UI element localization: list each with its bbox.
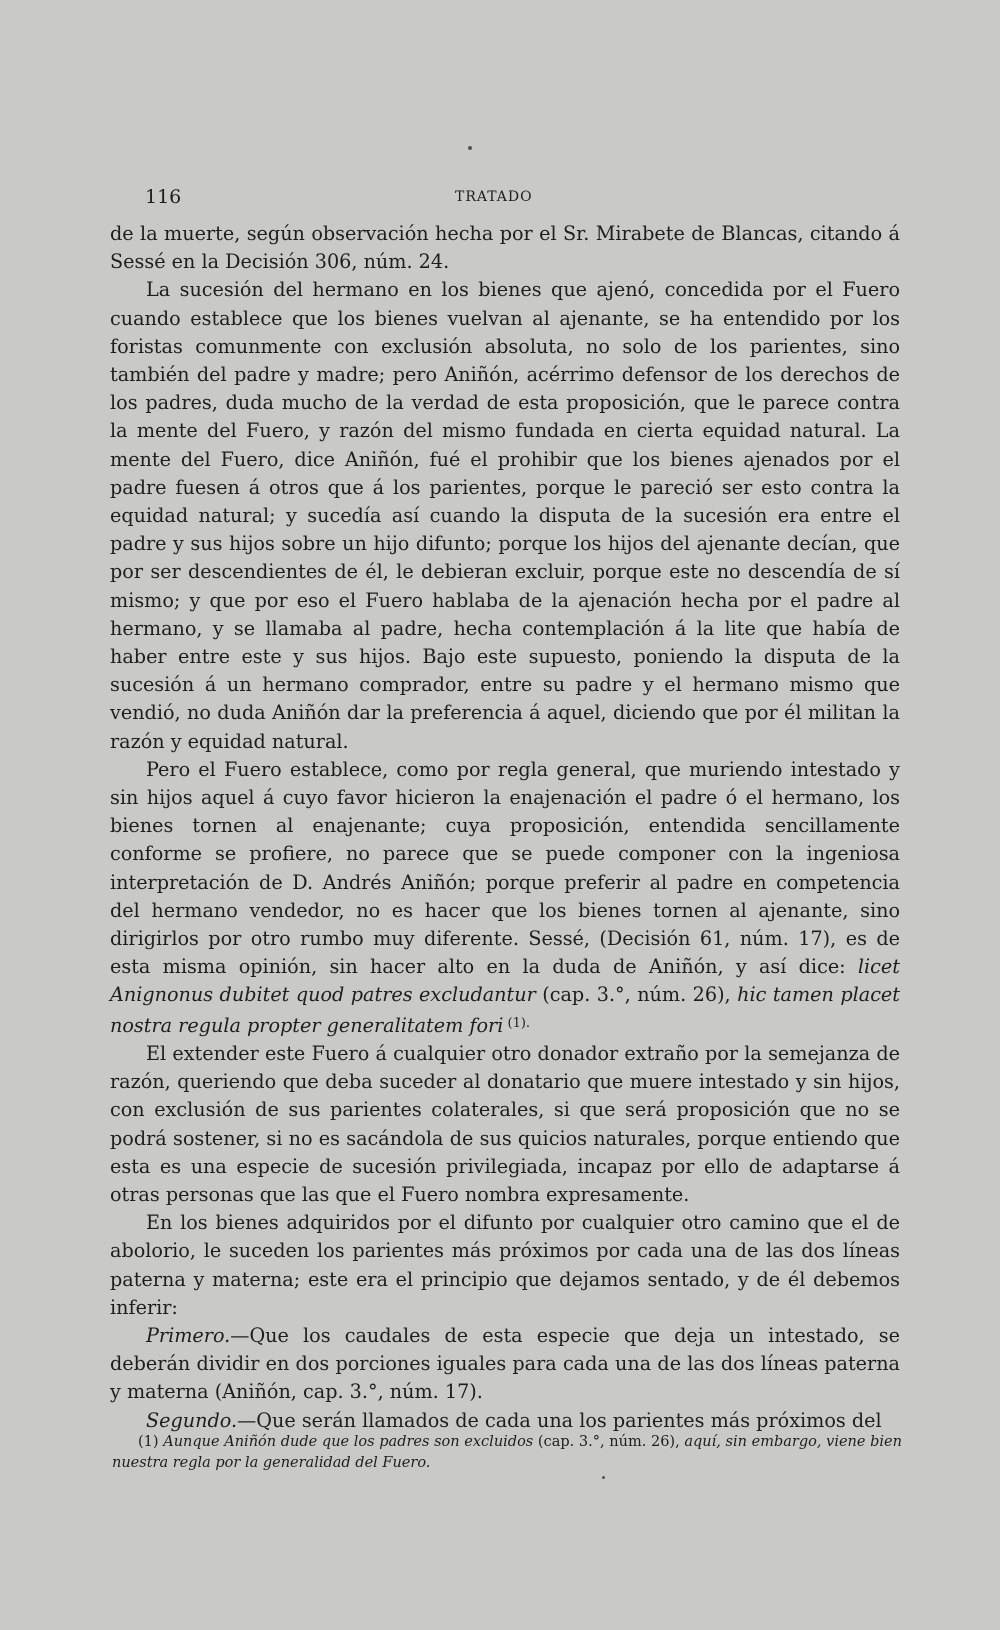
italic-text: licet Anignonus dubitet quod patres excludantur: [110, 955, 900, 1007]
paragraph: [110, 220, 900, 276]
text-segment: de la muerte, según observación hecha por el Sr. Mirabete de Blancas, citando á Sessé en la Decisión 306, núm. 24.: [110, 222, 900, 274]
text-segment: (cap. 3.°, núm. 26),: [535, 983, 738, 1007]
text-segment: La sucesión del hermano en los bienes que ajenó, concedida por el Fuero cuando establece que los bienes vuelvan al ajenante, se ha entendido por los foristas comunmente con exclusión absoluta, no solo de los parientes, sino también del padre y madre; pero Aniñón, acérrimo defensor de los derechos de los padres, duda mucho de la verdad de esta proposición, que le parece contra la mente del Fuero, y razón del mismo fundada en cierta equidad natural. La mente del Fuero, dice Aniñón, fué el prohibir que los bienes ajenados por el padre fuesen á otros que á los parientes, porque le pareció ser esto contra la equidad natural; y sucedía así cuando la disputa de la sucesión era entre el padre y sus hijos sobre un hijo difunto; porque los hijos del ajenante decían, que por ser descendientes de él, le debieran excluir, porque este no descendía de sí mismo; y que por eso el Fuero hablaba de la ajenación hecha por el padre al hermano, y se llamaba al padre, hecha contemplación á la lite que había de haber entre este y sus hijos. Bajo este supuesto, poniendo la disputa de la sucesión á un hermano comprador, entre su padre y el hermano mismo que vendió, no duda Aniñón dar la preferencia á aquel, diciendo que por él militan la razón y equidad natural.: [110, 278, 900, 753]
italic-text: Segundo.: [146, 1408, 238, 1432]
paragraph: [110, 1040, 900, 1209]
text-segment: Pero el Fuero establece, como por regla general, que muriendo intestado y sin hijos aquel á cuyo favor hicieron la enajenación el padre ó el hermano, los bienes tornen al enajenante; cuya proposición, entendida sencillamente conforme se profiere, no parece que se puede componer con la ingeniosa interpretación de D. Andrés Aniñón; porque preferir al padre en competencia del hermano vendedor, no es hacer que los bienes tornen al ajenante, sino dirigirlos por otro rumbo muy diferente. Sessé, (Decisión 61, núm. 17), es de esta misma opinión, sin hacer alto en la duda de Aniñón, y así dice:: [110, 757, 900, 979]
italic-text: aquí, sin embargo, viene bien nuestra regla por la generalidad del Fuero.: [112, 1434, 902, 1471]
footnote-reference: (1).: [503, 1015, 531, 1031]
paragraph: [110, 1322, 900, 1407]
body-text: [110, 220, 900, 1435]
text-segment: En los bienes adquiridos por el difunto por cualquier otro camino que el de abolorio, le suceden los parientes más próximos por cada una de las dos líneas paterna y materna; este era el principio que dejamos sentado, y de él debemos inferir:: [110, 1211, 900, 1319]
paragraph: [110, 276, 900, 755]
print-speck: [602, 1476, 605, 1479]
page-number: 116: [145, 186, 182, 208]
paragraph: [110, 756, 900, 1040]
footnote: [112, 1432, 902, 1474]
running-title: TRATADO: [455, 189, 533, 205]
print-speck: [468, 146, 472, 150]
footnotes: [112, 1432, 902, 1474]
italic-text: Primero.: [146, 1323, 231, 1347]
paragraph: [110, 1209, 900, 1322]
text-segment: El extender este Fuero á cualquier otro donador extraño por la semejanza de razón, queriendo que deba suceder al donatario que muere intestado y sin hijos, con exclusión de sus parientes colaterales, si que será proposición que no se podrá sostener, si no es sacándola de sus quicios naturales, porque entiendo que esta es una especie de sucesión privilegiada, incapaz por ello de adaptarse á otras personas que las que el Fuero nombra expresamente.: [110, 1041, 900, 1206]
paragraph: [110, 1407, 900, 1435]
text-segment: —Que serán llamados de cada una los parientes más próximos del: [237, 1408, 882, 1432]
italic-text: hic tamen placet nostra regula propter generalitatem fori: [110, 983, 901, 1037]
text-segment: (1): [138, 1434, 164, 1450]
italic-text: Aunque Aniñón dude que los padres son excluidos: [163, 1434, 534, 1450]
text-segment: (cap. 3.°, núm. 26),: [533, 1434, 685, 1450]
page-header: [145, 186, 910, 216]
text-segment: —Que los caudales de esta especie que deja un intestado, se deberán dividir en dos porciones iguales para cada una de las dos líneas paterna y materna (Aniñón, cap. 3.°, núm. 17).: [110, 1323, 900, 1404]
